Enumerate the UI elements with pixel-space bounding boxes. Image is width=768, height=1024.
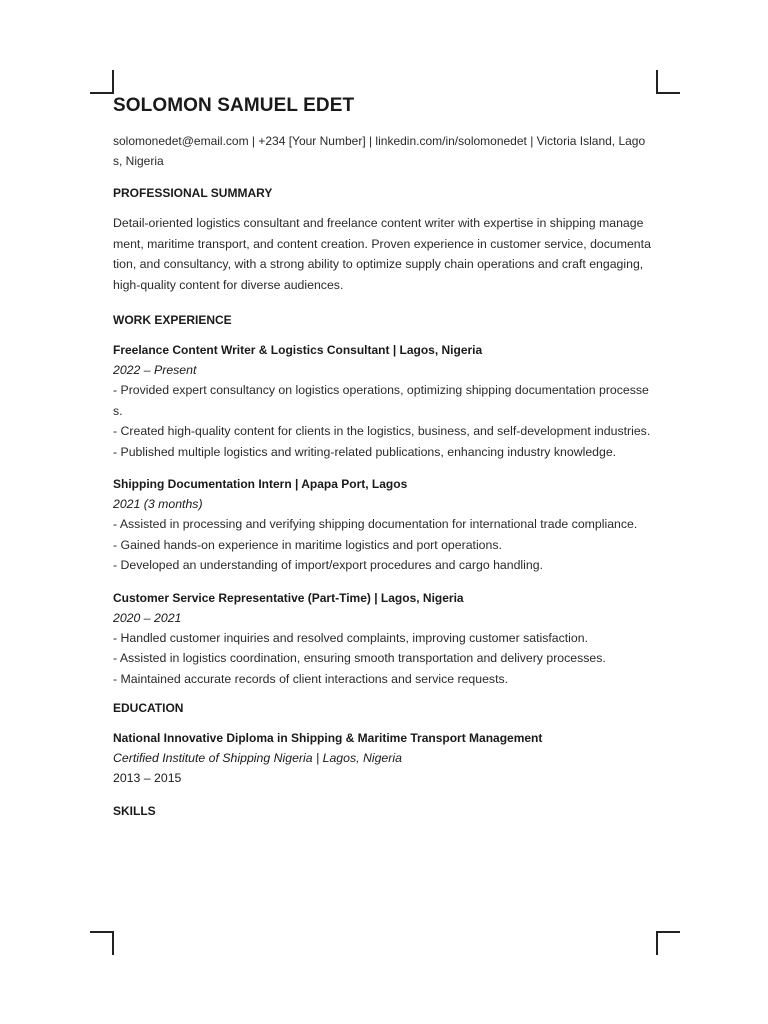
job-bullet: - Assisted in logistics coordination, ensuring smooth transportation and delivery processes. (113, 651, 606, 665)
job-entry (113, 340, 653, 462)
job-dates: 2021 (3 months) (113, 497, 203, 511)
experience-heading: WORK EXPERIENCE (113, 313, 232, 327)
contact-line: solomonedet@email.com | +234 [Your Number] | linkedin.com/in/solomonedet | Victoria Island, Lagos, Nigeria (113, 134, 646, 168)
job-bullet: - Published multiple logistics and writing-related publications, enhancing industry knowledge. (113, 444, 617, 459)
resume-page (113, 95, 653, 831)
job-bullet: - Assisted in processing and verifying shipping documentation for international trade compliance. (113, 517, 638, 531)
job-title: Freelance Content Writer & Logistics Consultant | Lagos, Nigeria (113, 343, 483, 357)
job-title: Shipping Documentation Intern | Apapa Port, Lagos (113, 477, 408, 491)
job-dates: 2020 – 2021 (113, 610, 182, 625)
job-entry (113, 588, 653, 690)
job-dates: 2022 – Present (113, 363, 197, 377)
job-bullet: - Handled customer inquiries and resolved complaints, improving customer satisfaction. (113, 630, 589, 645)
job-entry (113, 474, 653, 576)
education-degree: National Innovative Diploma in Shipping & Maritime Transport Management (113, 731, 543, 745)
job-bullet: - Created high-quality content for clients in the logistics, business, and self-development industries. (113, 424, 651, 438)
education-heading: EDUCATION (113, 701, 184, 715)
job-bullet: - Gained hands-on experience in maritime logistics and port operations. (113, 537, 502, 552)
job-bullet: - Maintained accurate records of client interactions and service requests. (113, 671, 509, 686)
skills-heading: SKILLS (113, 804, 156, 818)
crop-mark-bottom-right (656, 931, 680, 955)
job-bullet: - Provided expert consultancy on logistics operations, optimizing shipping documentation processes. (113, 383, 649, 418)
education-years: 2013 – 2015 (113, 771, 182, 785)
crop-mark-top-left (90, 70, 114, 94)
candidate-name: SOLOMON SAMUEL EDET (113, 95, 355, 116)
education-school: Certified Institute of Shipping Nigeria | Lagos, Nigeria (113, 751, 402, 765)
summary-text: Detail-oriented logistics consultant and freelance content writer with expertise in shipping management, maritime transport, and content creation. Proven experience in customer service, documentation, and consultancy, with a strong ability to optimize supply chain operations and craft engaging, high-quality content for diverse audiences. (113, 216, 651, 292)
job-bullet: - Developed an understanding of import/export procedures and cargo handling. (113, 558, 543, 572)
crop-mark-top-right (656, 70, 680, 94)
crop-mark-bottom-left (90, 931, 114, 955)
job-title: Customer Service Representative (Part-Time) | Lagos, Nigeria (113, 590, 464, 605)
summary-heading: PROFESSIONAL SUMMARY (113, 186, 273, 200)
